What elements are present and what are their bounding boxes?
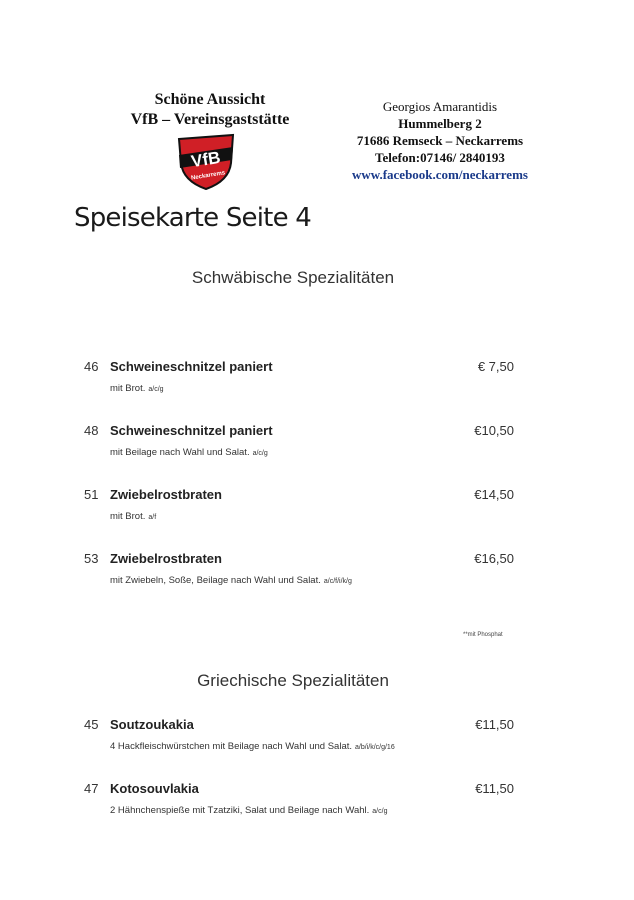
item-price: € 7,50 xyxy=(477,359,514,374)
item-description: mit Zwiebeln, Soße, Beilage nach Wahl und Salat. a/c/f/i/k/g xyxy=(110,575,352,586)
owner-name: Georgios Amarantidis xyxy=(382,99,498,114)
item-description: 2 Hähnchenspieße mit Tzatziki, Salat und Beilage nach Wahl. a/c/g xyxy=(110,805,388,816)
allergen-codes: a/f xyxy=(148,514,157,521)
item-description: mit Beilage nach Wahl und Salat. a/c/g xyxy=(110,447,268,458)
item-name: Schweineschnitzel paniert xyxy=(110,359,273,374)
allergen-codes: a/c/g xyxy=(148,386,164,393)
item-name: Zwiebelrostbraten xyxy=(110,487,222,502)
item-price: €11,50 xyxy=(475,781,514,796)
allergen-codes: a/c/g xyxy=(372,808,388,815)
item-price: €14,50 xyxy=(474,487,514,502)
facebook-link[interactable]: www.facebook.com/neckarrems xyxy=(352,167,528,182)
item-price: €11,50 xyxy=(475,717,514,732)
item-name: Zwiebelrostbraten xyxy=(110,551,222,566)
allergen-codes: a/b/i/k/c/g/16 xyxy=(355,744,395,751)
section-title-schwaebisch: Schwäbische Spezialitäten xyxy=(191,268,395,287)
street-address: Hummelberg 2 xyxy=(398,116,482,131)
restaurant-name xyxy=(105,90,315,130)
page-title: Speisekarte Seite 4 xyxy=(74,203,311,233)
item-number: 45 xyxy=(84,717,99,732)
item-name: Soutzoukakia xyxy=(110,717,194,732)
item-price: €10,50 xyxy=(474,423,514,438)
restaurant-name-line2: VfB – Vereinsgaststätte xyxy=(130,111,290,128)
vfb-logo xyxy=(175,133,237,191)
allergen-codes: a/c/g xyxy=(252,450,268,457)
section-title-griechisch: Griechische Spezialitäten xyxy=(197,671,389,690)
item-price: €16,50 xyxy=(474,551,514,566)
logo-text: VfB xyxy=(189,147,222,172)
item-description: mit Brot. a/c/g xyxy=(110,383,164,394)
footnote: **mit Phosphat xyxy=(463,632,503,638)
item-description: 4 Hackfleischwürstchen mit Beilage nach Wahl und Salat. a/b/i/k/c/g/16 xyxy=(110,741,395,752)
phone-number: Telefon:07146/ 2840193 xyxy=(375,150,505,165)
item-number: 51 xyxy=(84,487,99,502)
contact-block xyxy=(335,98,545,183)
item-number: 53 xyxy=(84,551,99,566)
item-number: 48 xyxy=(84,423,99,438)
restaurant-name-line1: Schöne Aussicht xyxy=(154,91,266,108)
allergen-codes: a/c/f/i/k/g xyxy=(323,578,352,585)
item-name: Schweineschnitzel paniert xyxy=(110,423,273,438)
item-description: mit Brot. a/f xyxy=(110,511,157,522)
item-number: 47 xyxy=(84,781,99,796)
logo-subtext: Neckarrems xyxy=(190,170,226,182)
city-address: 71686 Remseck – Neckarrems xyxy=(356,133,524,148)
item-name: Kotosouvlakia xyxy=(110,781,199,796)
item-number: 46 xyxy=(84,359,99,374)
